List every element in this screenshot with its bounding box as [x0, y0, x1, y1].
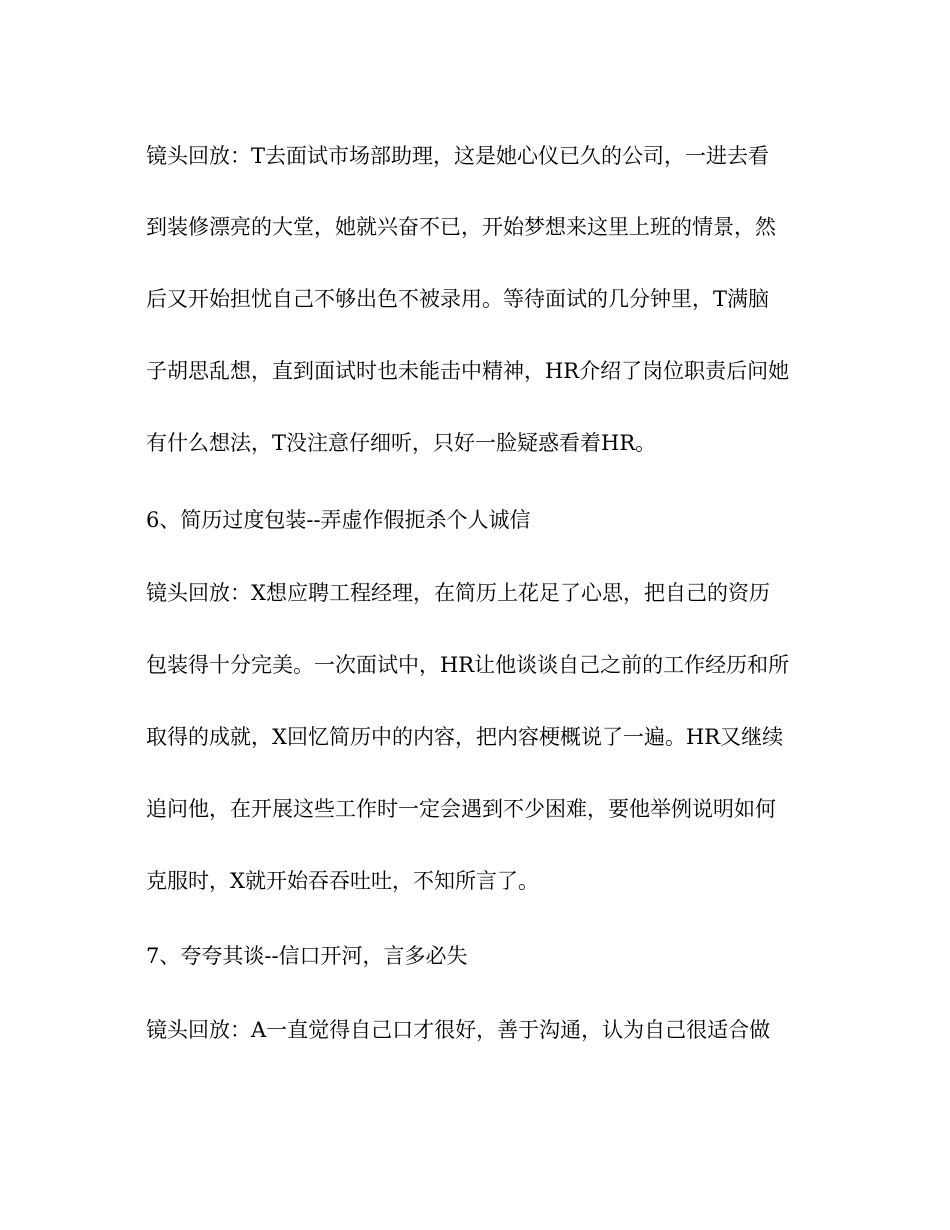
text-line: 镜头回放：T去面试市场部助理，这是她心仪已久的公司，一进去看: [146, 144, 770, 168]
text-line: 有什么想法，T没注意仔细听，只好一脸疑惑看着HR。: [146, 431, 657, 455]
text-line: 取得的成就，X回忆简历中的内容，把内容梗概说了一遍。HR又继续: [146, 725, 784, 749]
section-heading-7: 7、夸夸其谈--信口开河，言多必失: [146, 944, 468, 968]
text-line: 镜头回放：X想应聘工程经理，在简历上花足了心思，把自己的资历: [146, 581, 770, 605]
section-heading-6: 6、简历过度包装--弄虚作假扼杀个人诚信: [146, 508, 531, 532]
text-line: 子胡思乱想，直到面试时也未能击中精神，HR介绍了岗位职责后问她: [146, 359, 790, 383]
text-line: 包装得十分完美。一次面试中，HR让他谈谈自己之前的工作经历和所: [146, 653, 790, 677]
text-line: 镜头回放：A一直觉得自己口才很好，善于沟通，认为自己很适合做: [146, 1018, 771, 1042]
text-line: 后又开始担忧自己不够出色不被录用。等待面试的几分钟里，T满脑: [146, 287, 770, 311]
text-line: 克服时，X就开始吞吞吐吐，不知所言了。: [146, 869, 539, 893]
text-line: 到装修漂亮的大堂，她就兴奋不已，开始梦想来这里上班的情景，然: [146, 215, 776, 239]
text-line: 追问他，在开展这些工作时一定会遇到不少困难，要他举例说明如何: [146, 797, 776, 821]
